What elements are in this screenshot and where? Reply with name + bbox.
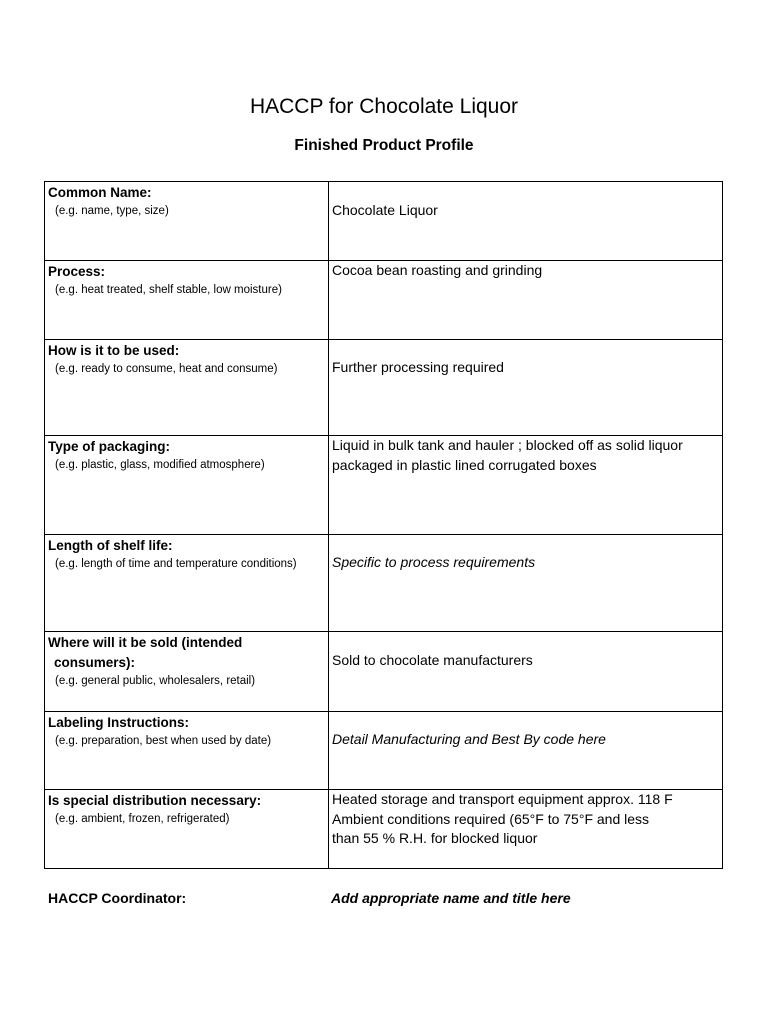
table-row-distribution xyxy=(45,789,722,868)
value-line: Heated storage and transport equipment approx. 118 F xyxy=(332,791,673,807)
label-cell xyxy=(45,261,329,339)
value-cell xyxy=(329,182,722,260)
value-line: Specific to process requirements xyxy=(332,554,536,570)
field-hint: (e.g. ambient, frozen, refrigerated) xyxy=(55,813,230,825)
field-label: Type of packaging: xyxy=(48,439,171,454)
table-row-process xyxy=(45,260,722,339)
value-cell xyxy=(329,712,722,789)
label-cell xyxy=(45,632,329,711)
table-row-sold-to xyxy=(45,631,722,711)
field-hint: (e.g. general public, wholesalers, retail) xyxy=(55,675,256,687)
field-hint: (e.g. ready to consume, heat and consume) xyxy=(55,363,278,375)
value-cell xyxy=(329,436,722,534)
value-line: Further processing required xyxy=(332,359,504,375)
table-row-usage xyxy=(45,339,722,435)
product-profile-table xyxy=(44,181,723,869)
value-cell xyxy=(329,632,722,711)
field-label: Length of shelf life: xyxy=(48,538,173,553)
value-line: than 55 % R.H. for blocked liquor xyxy=(332,830,538,846)
field-label: Is special distribution necessary: xyxy=(48,793,262,808)
field-hint: (e.g. length of time and temperature conditions) xyxy=(55,558,297,570)
field-label-line: Where will it be sold (intended xyxy=(48,635,243,650)
value-cell xyxy=(329,340,722,435)
label-cell xyxy=(45,340,329,435)
value-line: packaged in plastic lined corrugated boxes xyxy=(332,456,597,473)
field-label xyxy=(48,633,328,673)
field-hint: (e.g. plastic, glass, modified atmosphere) xyxy=(55,459,265,471)
value-line: Liquid in bulk tank and hauler ; blocked off as solid liquor xyxy=(332,437,683,453)
field-label: Common Name: xyxy=(48,185,152,200)
field-label: How is it to be used: xyxy=(48,343,180,358)
label-cell xyxy=(45,182,329,260)
table-row-shelf-life xyxy=(45,534,722,631)
table-row-common-name xyxy=(45,182,722,260)
table-row-packaging xyxy=(45,435,722,534)
coordinator-label: HACCP Coordinator: xyxy=(48,890,187,906)
field-label: Process: xyxy=(48,264,106,279)
label-cell xyxy=(45,436,329,534)
coordinator-value: Add appropriate name and title here xyxy=(331,890,571,906)
value-line: Chocolate Liquor xyxy=(332,202,438,218)
label-cell xyxy=(45,535,329,631)
value-cell xyxy=(329,790,722,868)
value-cell xyxy=(329,261,722,339)
field-hint: (e.g. preparation, best when used by date) xyxy=(55,735,272,747)
value-line: Detail Manufacturing and Best By code here xyxy=(332,731,606,747)
label-cell xyxy=(45,712,329,789)
value-line: Sold to chocolate manufacturers xyxy=(332,652,533,668)
value-line: Ambient conditions required (65°F to 75°F and less xyxy=(332,810,650,827)
field-label: Labeling Instructions: xyxy=(48,715,190,730)
table-row-labeling xyxy=(45,711,722,789)
field-label-line: consumers): xyxy=(54,655,136,670)
value-line: Cocoa bean roasting and grinding xyxy=(332,262,543,278)
field-hint: (e.g. name, type, size) xyxy=(55,205,169,217)
page-subtitle: Finished Product Profile xyxy=(294,137,474,154)
field-hint: (e.g. heat treated, shelf stable, low moisture) xyxy=(55,284,282,296)
label-cell xyxy=(45,790,329,868)
value-cell xyxy=(329,535,722,631)
page-title: HACCP for Chocolate Liquor xyxy=(249,95,519,118)
